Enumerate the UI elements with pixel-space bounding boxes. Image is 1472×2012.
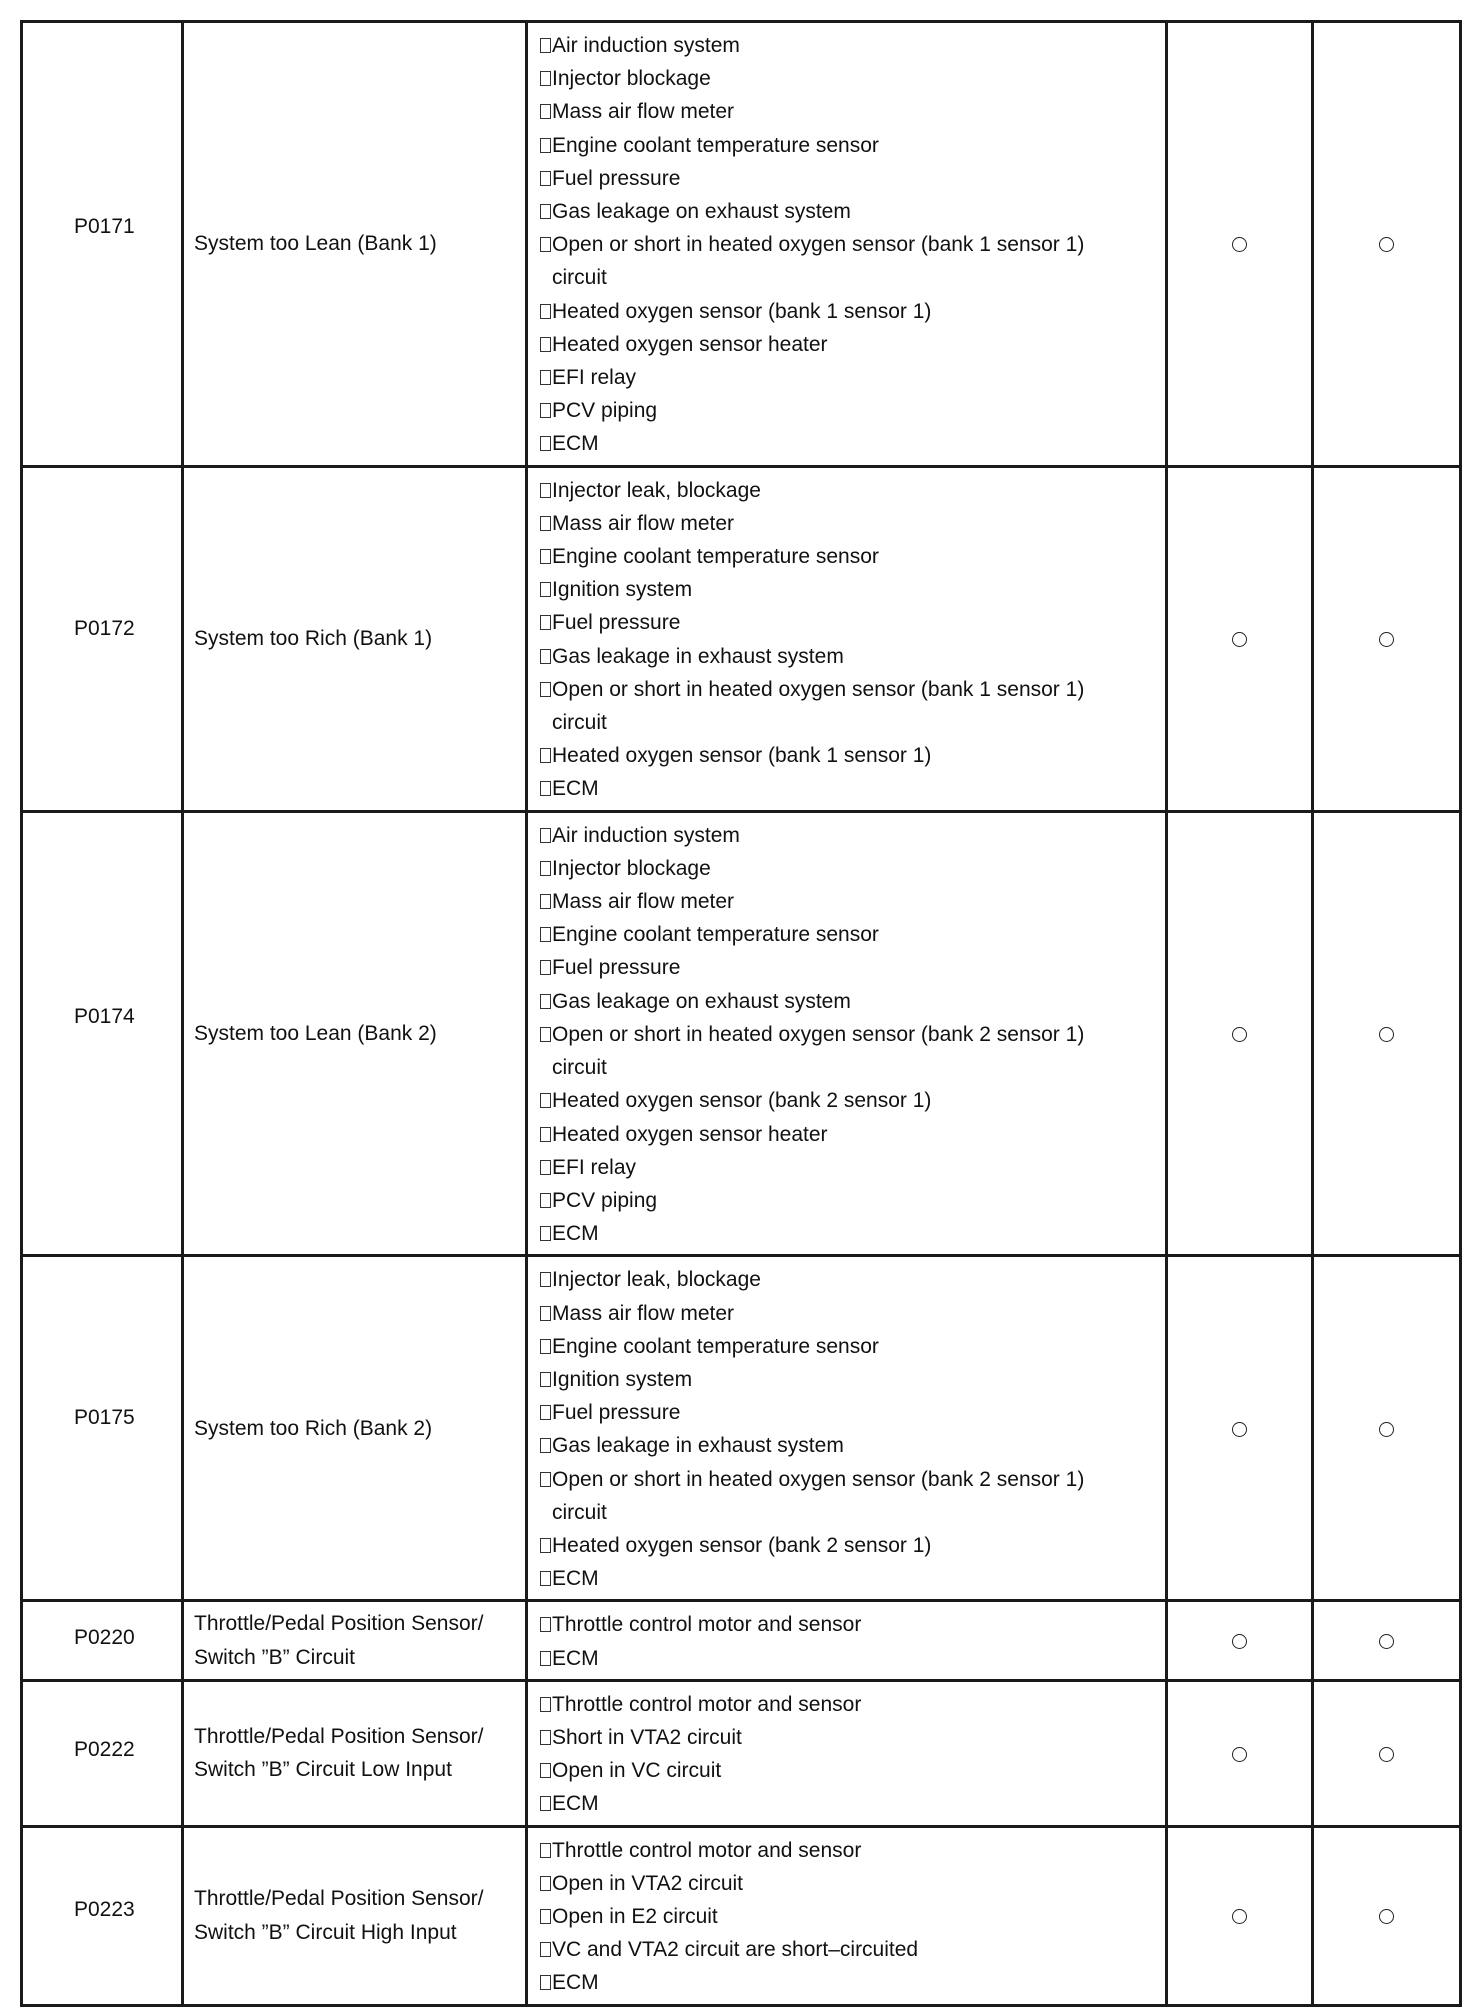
table-row [22,811,1461,1256]
trouble-area-text: Air induction system [552,823,740,847]
circle-icon [1379,1634,1394,1649]
detection-item-line: System too Lean (Bank 2) [194,1021,437,1045]
trouble-area-item [540,328,1165,361]
dtc-code: P0222 [74,1737,135,1761]
dtc-code-cell [22,811,183,1256]
trouble-area-text: VC and VTA2 circuit are short–circuited [552,1938,919,1962]
mil-cell [1167,22,1313,467]
trouble-area-item [540,573,1165,606]
trouble-area-text: Heated oxygen sensor (bank 2 sensor 1) [552,1533,932,1557]
trouble-area-item [540,1787,1165,1820]
trouble-area-item [540,673,1165,739]
trouble-area-item [540,1867,1165,1900]
bullet-box-icon [540,861,551,876]
trouble-area-item [540,62,1165,95]
trouble-area-text: Mass air flow meter [552,1301,735,1325]
trouble-area-cell [527,466,1167,811]
trouble-area-item [540,1642,1165,1675]
trouble-area-text: Injector leak, blockage [552,1268,761,1292]
memory-cell [1313,22,1461,467]
trouble-area-item [540,1933,1165,1966]
trouble-area-text: EFI relay [552,366,637,390]
trouble-area-text: Fuel pressure [552,611,681,635]
detection-item-cell [183,1680,527,1826]
trouble-area-text: Air induction system [552,34,740,57]
bullet-box-icon [540,1876,551,1891]
table-row [22,1826,1461,2005]
trouble-area-item [540,295,1165,328]
circle-icon [1232,237,1247,252]
dtc-code: P0174 [74,1004,135,1028]
trouble-area-text: Gas leakage in exhaust system [552,644,844,668]
trouble-area-text: Injector blockage [552,67,711,91]
trouble-area-text: Mass air flow meter [552,890,735,914]
bullet-box-icon [540,138,551,153]
bullet-box-icon [540,1306,551,1321]
detection-item-line: Throttle/Pedal Position Sensor/ [194,1612,484,1636]
trouble-area-text: Open or short in heated oxygen sensor (bank 2 sensor 1) circuit [552,1022,1085,1080]
bullet-box-icon [540,828,551,843]
trouble-area-item [540,1721,1165,1754]
circle-icon [1379,1422,1394,1437]
trouble-area-item [540,29,1165,62]
trouble-area-item [540,1834,1165,1867]
bullet-box-icon [540,894,551,909]
trouble-area-text: ECM [552,432,599,456]
trouble-area-text: Heated oxygen sensor (bank 2 sensor 1) [552,1089,932,1113]
trouble-area-text: Open in E2 circuit [552,1904,718,1928]
bullet-box-icon [540,204,551,219]
bullet-box-icon [540,1472,551,1487]
trouble-area-item [540,1900,1165,1933]
trouble-area-item [540,918,1165,951]
circle-icon [1379,1909,1394,1924]
trouble-area-item [540,1217,1165,1250]
trouble-area-text: Heated oxygen sensor (bank 1 sensor 1) [552,744,932,768]
detection-item-line: Switch ”B” Circuit [194,1645,356,1669]
trouble-area-item [540,1463,1165,1529]
trouble-area-item [540,1688,1165,1721]
trouble-area-item [540,195,1165,228]
memory-cell [1313,1256,1461,1601]
trouble-area-item [540,1018,1165,1084]
memory-cell [1313,811,1461,1256]
trouble-area-item [540,361,1165,394]
trouble-area-text: Engine coolant temperature sensor [552,923,879,947]
trouble-area-item [540,1529,1165,1562]
bullet-box-icon [540,1372,551,1387]
dtc-code-cell [22,1826,183,2005]
trouble-area-text: Throttle control motor and sensor [552,1692,862,1716]
bullet-box-icon [540,1763,551,1778]
trouble-area-text: Open in VTA2 circuit [552,1871,744,1895]
circle-icon [1232,1422,1247,1437]
bullet-box-icon [540,1027,551,1042]
trouble-area-text: Injector leak, blockage [552,478,761,502]
trouble-area-text: Mass air flow meter [552,100,735,124]
bullet-box-icon [540,516,551,531]
bullet-box-icon [540,994,551,1009]
bullet-box-icon [540,582,551,597]
bullet-box-icon [540,781,551,796]
memory-cell [1313,466,1461,811]
trouble-area-text: PCV piping [552,1188,658,1212]
bullet-box-icon [540,1730,551,1745]
trouble-area-item [540,1396,1165,1429]
trouble-area-item [540,1966,1165,1999]
bullet-box-icon [540,370,551,385]
trouble-area-cell [527,1601,1167,1680]
bullet-box-icon [540,38,551,53]
bullet-box-icon [540,71,551,86]
dtc-code: P0220 [74,1626,135,1650]
bullet-box-icon [540,1160,551,1175]
bullet-box-icon [540,549,551,564]
bullet-box-icon [540,104,551,119]
document-page [20,20,1453,1995]
trouble-area-text: Open in VC circuit [552,1759,722,1783]
trouble-area-text: ECM [552,777,599,801]
detection-item-line: Throttle/Pedal Position Sensor/ [194,1887,484,1911]
trouble-area-text: Heated oxygen sensor (bank 1 sensor 1) [552,299,932,323]
trouble-area-text: ECM [552,1792,599,1816]
trouble-area-text: ECM [552,1646,599,1670]
bullet-box-icon [540,748,551,763]
bullet-box-icon [540,1796,551,1811]
detection-item-line: Throttle/Pedal Position Sensor/ [194,1724,484,1748]
trouble-area-text: Open or short in heated oxygen sensor (bank 2 sensor 1) circuit [552,1467,1085,1524]
dtc-code: P0172 [74,616,135,640]
trouble-area-item [540,394,1165,427]
trouble-area-text: EFI relay [552,1155,637,1179]
detection-item-line: Switch ”B” Circuit Low Input [194,1758,452,1782]
trouble-area-item [540,1363,1165,1396]
circle-icon [1379,237,1394,252]
dtc-code: P0171 [74,215,135,238]
trouble-area-item [540,1263,1165,1296]
trouble-area-item [540,1297,1165,1330]
table-row [22,1256,1461,1601]
bullet-box-icon [540,483,551,498]
bullet-box-icon [540,171,551,186]
bullet-box-icon [540,1843,551,1858]
trouble-area-text: Gas leakage on exhaust system [552,200,851,224]
trouble-area-item [540,640,1165,673]
trouble-area-text: Fuel pressure [552,956,681,980]
table-row [22,466,1461,811]
trouble-area-text: Ignition system [552,578,693,602]
trouble-area-item [540,1151,1165,1184]
bullet-box-icon [540,1651,551,1666]
bullet-box-icon [540,436,551,451]
memory-cell [1313,1601,1461,1680]
bullet-box-icon [540,615,551,630]
trouble-area-item [540,228,1165,294]
mil-cell [1167,1826,1313,2005]
trouble-area-text: ECM [552,1222,599,1246]
table-row [22,1601,1461,1680]
trouble-area-item [540,95,1165,128]
trouble-area-text: Engine coolant temperature sensor [552,545,879,569]
trouble-area-item [540,1330,1165,1363]
trouble-area-text: Engine coolant temperature sensor [552,1334,879,1358]
trouble-area-item [540,772,1165,805]
bullet-box-icon [540,1975,551,1990]
trouble-area-item [540,507,1165,540]
mil-cell [1167,466,1313,811]
trouble-area-text: ECM [552,1567,599,1591]
bullet-box-icon [540,960,551,975]
trouble-area-text: Throttle control motor and sensor [552,1838,862,1862]
detection-item-cell [183,1601,527,1680]
detection-item-line: System too Lean (Bank 1) [194,232,437,256]
mil-cell [1167,1601,1313,1680]
dtc-table [20,20,1462,2007]
detection-item-cell [183,811,527,1256]
trouble-area-cell [527,1256,1167,1601]
trouble-area-item [540,1608,1165,1641]
trouble-area-item [540,819,1165,852]
trouble-area-item [540,1084,1165,1117]
trouble-area-text: Injector blockage [552,856,711,880]
bullet-box-icon [540,682,551,697]
detection-item-line: Switch ”B” Circuit High Input [194,1920,457,1944]
bullet-box-icon [540,1093,551,1108]
trouble-area-item [540,606,1165,639]
bullet-box-icon [540,1571,551,1586]
trouble-area-item [540,885,1165,918]
trouble-area-item [540,1754,1165,1787]
trouble-area-cell [527,1680,1167,1826]
mil-cell [1167,1680,1313,1826]
memory-cell [1313,1826,1461,2005]
bullet-box-icon [540,1942,551,1957]
circle-icon [1232,1634,1247,1649]
trouble-area-text: Open or short in heated oxygen sensor (bank 1 sensor 1) circuit [552,233,1085,290]
trouble-area-item [540,985,1165,1018]
bullet-box-icon [540,304,551,319]
dtc-code: P0175 [74,1406,135,1430]
circle-icon [1232,1747,1247,1762]
mil-cell [1167,811,1313,1256]
trouble-area-item [540,1429,1165,1462]
bullet-box-icon [540,1438,551,1453]
circle-icon [1232,632,1247,647]
table-row [22,22,1461,467]
bullet-box-icon [540,927,551,942]
mil-cell [1167,1256,1313,1601]
bullet-box-icon [540,1909,551,1924]
trouble-area-text: Mass air flow meter [552,511,735,535]
detection-item-cell [183,1256,527,1601]
bullet-box-icon [540,649,551,664]
detection-item-cell [183,1826,527,2005]
trouble-area-text: Open or short in heated oxygen sensor (bank 1 sensor 1) circuit [552,677,1085,735]
trouble-area-cell [527,22,1167,467]
trouble-area-text: Fuel pressure [552,1401,681,1425]
bullet-box-icon [540,1127,551,1142]
detection-item-line: System too Rich (Bank 2) [194,1416,433,1440]
trouble-area-text: PCV piping [552,399,658,423]
bullet-box-icon [540,1339,551,1354]
bullet-box-icon [540,1193,551,1208]
bullet-box-icon [540,1538,551,1553]
bullet-box-icon [540,1405,551,1420]
trouble-area-text: Gas leakage in exhaust system [552,1434,844,1458]
table-row [22,1680,1461,1826]
trouble-area-text: Gas leakage on exhaust system [552,989,851,1013]
bullet-box-icon [540,1697,551,1712]
trouble-area-item [540,1118,1165,1151]
trouble-area-cell [527,1826,1167,2005]
bullet-box-icon [540,1272,551,1287]
dtc-code-cell [22,22,183,467]
trouble-area-item [540,474,1165,507]
trouble-area-text: Fuel pressure [552,166,681,190]
dtc-code-cell [22,1256,183,1601]
bullet-box-icon [540,403,551,418]
trouble-area-item [540,1184,1165,1217]
dtc-code-cell [22,1680,183,1826]
memory-cell [1313,1680,1461,1826]
dtc-table-body [22,22,1461,2006]
trouble-area-text: Engine coolant temperature sensor [552,133,879,157]
dtc-code-cell [22,1601,183,1680]
dtc-code: P0223 [74,1897,135,1921]
bullet-box-icon [540,337,551,352]
detection-item-line: System too Rich (Bank 1) [194,627,433,651]
circle-icon [1379,1027,1394,1042]
trouble-area-text: Throttle control motor and sensor [552,1613,862,1637]
trouble-area-item [540,739,1165,772]
detection-item-cell [183,22,527,467]
circle-icon [1379,1747,1394,1762]
trouble-area-text: Heated oxygen sensor heater [552,1122,828,1146]
trouble-area-text: ECM [552,1971,599,1995]
bullet-box-icon [540,1617,551,1632]
trouble-area-item [540,427,1165,460]
dtc-code-cell [22,466,183,811]
bullet-box-icon [540,237,551,252]
trouble-area-item [540,129,1165,162]
trouble-area-cell [527,811,1167,1256]
trouble-area-text: Short in VTA2 circuit [552,1725,742,1749]
bullet-box-icon [540,1226,551,1241]
trouble-area-item [540,162,1165,195]
trouble-area-item [540,852,1165,885]
detection-item-cell [183,466,527,811]
trouble-area-text: Ignition system [552,1367,693,1391]
trouble-area-item [540,1562,1165,1595]
trouble-area-item [540,540,1165,573]
trouble-area-item [540,951,1165,984]
circle-icon [1232,1027,1247,1042]
circle-icon [1379,632,1394,647]
trouble-area-text: Heated oxygen sensor heater [552,332,828,356]
circle-icon [1232,1909,1247,1924]
